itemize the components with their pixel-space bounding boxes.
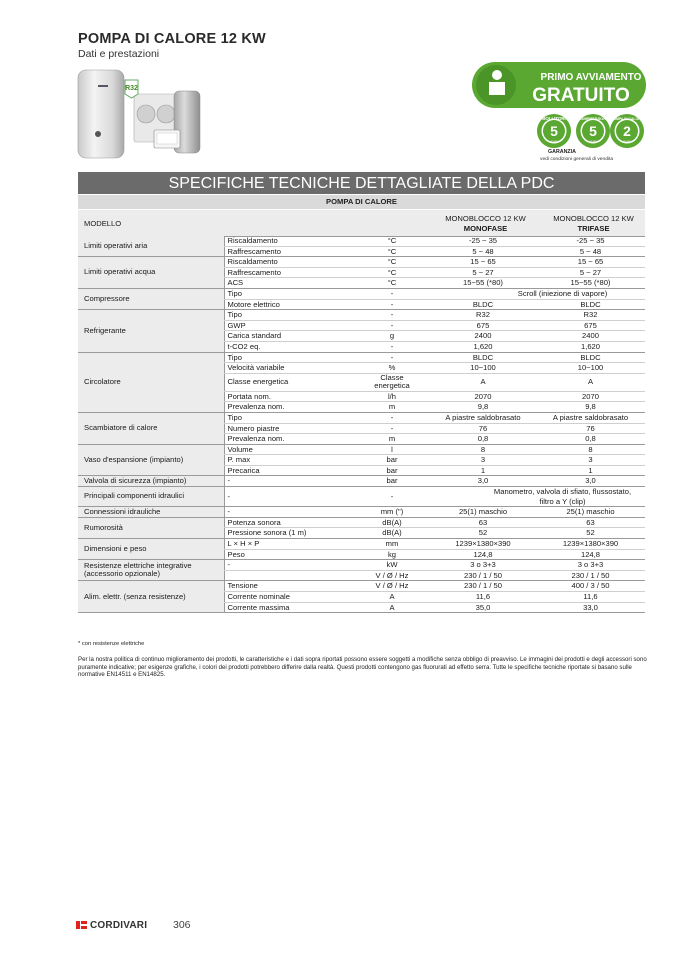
footnote: * con resistenze elettriche — [78, 641, 145, 647]
product-image — [76, 64, 206, 164]
value-monofase: 124,8 — [430, 549, 536, 560]
row-label: Portata nom. — [224, 391, 354, 402]
model-col-line2: MONOFASE — [463, 224, 508, 233]
value-monofase: 8 — [430, 444, 536, 455]
warranty-label: GARANZIA — [548, 149, 576, 155]
group-label: Dimensioni e peso — [78, 539, 224, 560]
row-label: - — [224, 487, 354, 507]
row-label: Raffrescamento — [224, 246, 354, 257]
row-unit: bar — [354, 455, 430, 466]
table-row — [78, 352, 645, 363]
value-merged: Manometro, valvola di sfiato, flussostato, filtro a Y (clip) — [430, 487, 645, 507]
row-unit: - — [354, 310, 430, 321]
value-trifase: 3 o 3+3 — [536, 560, 645, 571]
seal-bollitori — [537, 114, 571, 148]
row-label: - — [224, 476, 354, 487]
row-label: P. max — [224, 455, 354, 466]
value-trifase: 1239×1380×390 — [536, 539, 645, 550]
row-unit: °C — [354, 246, 430, 257]
row-unit: - — [354, 423, 430, 434]
cordivari-logo-icon — [76, 920, 88, 930]
row-unit: - — [354, 352, 430, 363]
row-label: Prevalenza nom. — [224, 434, 354, 445]
seal-arc-label: POMPA DI CALORE — [611, 117, 643, 121]
row-unit: mm (") — [354, 507, 430, 518]
seal-bottom-label: ANNI — [622, 140, 632, 144]
row-unit: °C — [354, 257, 430, 268]
row-unit: m — [354, 434, 430, 445]
value-monofase: 3,0 — [430, 476, 536, 487]
value-trifase: 0,8 — [536, 434, 645, 445]
value-monofase: 25(1) maschio — [430, 507, 536, 518]
row-unit: g — [354, 331, 430, 342]
row-label: L × H × P — [224, 539, 354, 550]
row-unit: °C — [354, 267, 430, 278]
row-unit: kW — [354, 560, 430, 571]
value-monofase: 1239×1380×390 — [430, 539, 536, 550]
value-monofase: 9,8 — [430, 402, 536, 413]
table-row — [78, 288, 645, 299]
row-label: Riscaldamento — [224, 236, 354, 246]
table-row — [78, 517, 645, 528]
badge-line1: PRIMO AVVIAMENTO — [540, 72, 642, 83]
group-label: Refrigerante — [78, 310, 224, 352]
row-label: Precarica — [224, 465, 354, 476]
value-monofase: BLDC — [430, 352, 536, 363]
value-monofase: 15~55 (*80) — [430, 278, 536, 289]
seal-arc-label: COMPRESSORE — [577, 116, 609, 121]
value-monofase: 15 ~ 65 — [430, 257, 536, 268]
table-row — [78, 444, 645, 455]
value-monofase: 1 — [430, 465, 536, 476]
table-row — [78, 412, 645, 423]
value-trifase: 11,6 — [536, 592, 645, 603]
model-col-line1: MONOBLOCCO 12 KW — [553, 214, 634, 223]
row-unit: dB(A) — [354, 528, 430, 539]
group-label: Scambiatore di calore — [78, 412, 224, 444]
value-trifase: 2070 — [536, 391, 645, 402]
table-row — [78, 257, 645, 268]
row-unit: Classe energetica — [354, 373, 430, 391]
row-unit: m — [354, 402, 430, 413]
seal-pompa-di-calore — [610, 114, 644, 148]
row-label: Carica standard — [224, 331, 354, 342]
row-label: Numero piastre — [224, 423, 354, 434]
value-trifase: R32 — [536, 310, 645, 321]
row-label: - — [224, 507, 354, 518]
model-col-monofase — [438, 214, 533, 234]
value-monofase: -25 ~ 35 — [430, 236, 536, 246]
value-monofase: 3 — [430, 455, 536, 466]
row-unit: - — [354, 288, 430, 299]
value-trifase: 15~55 (*80) — [536, 278, 645, 289]
badge-line2: GRATUITO — [532, 85, 630, 106]
value-trifase: 1 — [536, 465, 645, 476]
table-row — [78, 560, 645, 571]
value-trifase: A — [536, 373, 645, 391]
row-unit: bar — [354, 465, 430, 476]
value-trifase: 33,0 — [536, 602, 645, 613]
seal-compressore — [576, 114, 610, 148]
group-label: Limiti operativi acqua — [78, 257, 224, 289]
row-unit: A — [354, 602, 430, 613]
value-trifase: 675 — [536, 320, 645, 331]
row-label: Volume — [224, 444, 354, 455]
group-label: Circolatore — [78, 352, 224, 412]
row-label: Tipo — [224, 288, 354, 299]
row-label: Tipo — [224, 412, 354, 423]
table-row — [78, 507, 645, 518]
value-trifase: 1,620 — [536, 341, 645, 352]
footer-brand: CORDIVARI — [90, 920, 148, 931]
group-label: Resistenze elettriche integrative (accessorio opzionale) — [78, 560, 224, 581]
model-col-line2: TRIFASE — [577, 224, 610, 233]
value-monofase: 63 — [430, 517, 536, 528]
r32-tag: R32 — [125, 85, 138, 92]
value-monofase: 76 — [430, 423, 536, 434]
value-trifase: 3,0 — [536, 476, 645, 487]
page-subtitle: Dati e prestazioni — [78, 48, 160, 60]
group-label: Principali componenti idraulici — [78, 487, 224, 507]
value-trifase: 8 — [536, 444, 645, 455]
spec-table — [78, 236, 645, 613]
value-monofase: A piastre saldobrasato — [430, 412, 536, 423]
model-col-line1: MONOBLOCCO 12 KW — [445, 214, 526, 223]
model-label: MODELLO — [84, 219, 122, 228]
row-label: Tensione — [224, 581, 354, 592]
row-unit: V / Ø / Hz — [354, 581, 430, 592]
table-row — [78, 476, 645, 487]
row-unit: - — [354, 299, 430, 310]
row-unit: °C — [354, 278, 430, 289]
model-row — [78, 210, 645, 237]
value-trifase: 10~100 — [536, 363, 645, 374]
value-trifase: 76 — [536, 423, 645, 434]
row-unit: bar — [354, 476, 430, 487]
table-row — [78, 236, 645, 246]
page-title: POMPA DI CALORE 12 KW — [78, 31, 266, 47]
seal-bottom-label: ANNI — [549, 140, 559, 144]
row-label — [224, 570, 354, 581]
value-monofase: 3 o 3+3 — [430, 560, 536, 571]
value-monofase: BLDC — [430, 299, 536, 310]
value-monofase: 2400 — [430, 331, 536, 342]
page-number: 306 — [173, 919, 191, 931]
row-label: GWP — [224, 320, 354, 331]
row-unit: °C — [354, 236, 430, 246]
row-unit: A — [354, 592, 430, 603]
row-unit: - — [354, 341, 430, 352]
value-trifase: 124,8 — [536, 549, 645, 560]
row-unit: mm — [354, 539, 430, 550]
value-monofase: 35,0 — [430, 602, 536, 613]
value-trifase: 15 ~ 65 — [536, 257, 645, 268]
value-monofase: 0,8 — [430, 434, 536, 445]
table-row — [78, 539, 645, 550]
group-label: Valvola di sicurezza (impianto) — [78, 476, 224, 487]
value-monofase: 230 / 1 / 50 — [430, 570, 536, 581]
table-row — [78, 310, 645, 321]
row-label: Corrente massima — [224, 602, 354, 613]
group-label: Rumorosità — [78, 517, 224, 538]
row-label: Velocità variabile — [224, 363, 354, 374]
value-monofase: 52 — [430, 528, 536, 539]
spec-table-subheader: POMPA DI CALORE — [78, 195, 645, 209]
value-trifase: BLDC — [536, 352, 645, 363]
seal-number: 2 — [623, 123, 631, 139]
value-trifase: 400 / 3 / 50 — [536, 581, 645, 592]
value-trifase: 63 — [536, 517, 645, 528]
row-label: ACS — [224, 278, 354, 289]
row-unit: - — [354, 320, 430, 331]
value-monofase: 2070 — [430, 391, 536, 402]
value-monofase: 5 ~ 27 — [430, 267, 536, 278]
spec-table-header: SPECIFICHE TECNICHE DETTAGLIATE DELLA PDC — [78, 172, 645, 194]
row-label: Potenza sonora — [224, 517, 354, 528]
model-col-trifase — [546, 214, 641, 234]
value-monofase: 11,6 — [430, 592, 536, 603]
seal-arc-label: BOLLITORI — [542, 116, 566, 121]
value-trifase: 230 / 1 / 50 — [536, 570, 645, 581]
value-monofase: 675 — [430, 320, 536, 331]
row-label: Riscaldamento — [224, 257, 354, 268]
value-trifase: 9,8 — [536, 402, 645, 413]
row-unit: l/h — [354, 391, 430, 402]
row-label: Prevalenza nom. — [224, 402, 354, 413]
value-trifase: -25 ~ 35 — [536, 236, 645, 246]
table-row — [78, 581, 645, 592]
value-monofase: A — [430, 373, 536, 391]
value-trifase: 5 ~ 27 — [536, 267, 645, 278]
seal-number: 5 — [550, 123, 558, 139]
row-label: Raffrescamento — [224, 267, 354, 278]
row-label: Motore elettrico — [224, 299, 354, 310]
value-trifase: A piastre saldobrasato — [536, 412, 645, 423]
row-unit: V / Ø / Hz — [354, 570, 430, 581]
group-label: Compressore — [78, 288, 224, 309]
row-unit: dB(A) — [354, 517, 430, 528]
seal-number: 5 — [589, 123, 597, 139]
row-unit: l — [354, 444, 430, 455]
value-trifase: 52 — [536, 528, 645, 539]
value-monofase: 5 ~ 48 — [430, 246, 536, 257]
row-label: Pressione sonora (1 m) — [224, 528, 354, 539]
row-unit: - — [354, 487, 430, 507]
row-label: Peso — [224, 549, 354, 560]
value-trifase: 25(1) maschio — [536, 507, 645, 518]
row-label: Corrente nominale — [224, 592, 354, 603]
group-label: Alim. elettr. (senza resistenze) — [78, 581, 224, 613]
row-unit: - — [354, 412, 430, 423]
row-label: Tipo — [224, 310, 354, 321]
value-trifase: BLDC — [536, 299, 645, 310]
row-label: Classe energetica — [224, 373, 354, 391]
disclaimer: Per la nostra politica di continuo miglioramento dei prodotti, le caratteristiche e i dati sopra riportati possono essere soggetti a modifiche senza obbligo di preavviso. Le immagini dei prodotti e degli accessori sono puramente indicative; per esigenze grafiche, i colori dei prodotti potrebbero differire dalla realtà. Questi prodotti contengono gas fluorurati ad effetto serra. Tutte le specifiche tecniche riportate si basano sulle normative EN14511 e EN14825. — [78, 656, 647, 679]
row-label: Tipo — [224, 352, 354, 363]
row-label: t-CO2 eq. — [224, 341, 354, 352]
value-trifase: 2400 — [536, 331, 645, 342]
value-trifase: 5 ~ 48 — [536, 246, 645, 257]
row-label: - — [224, 560, 354, 571]
warranty-note: vedi condizioni generali di vendita — [540, 157, 614, 162]
row-unit: kg — [354, 549, 430, 560]
value-monofase: 1,620 — [430, 341, 536, 352]
value-monofase: R32 — [430, 310, 536, 321]
table-row — [78, 487, 645, 507]
value-monofase: 10~100 — [430, 363, 536, 374]
row-unit: % — [354, 363, 430, 374]
value-trifase: 3 — [536, 455, 645, 466]
group-label: Vaso d'espansione (impianto) — [78, 444, 224, 476]
value-monofase: 230 / 1 / 50 — [430, 581, 536, 592]
group-label: Limiti operativi aria — [78, 236, 224, 257]
value-merged: Scroll (iniezione di vapore) — [430, 288, 645, 299]
group-label: Connessioni idrauliche — [78, 507, 224, 518]
seal-bottom-label: ANNI — [588, 140, 598, 144]
